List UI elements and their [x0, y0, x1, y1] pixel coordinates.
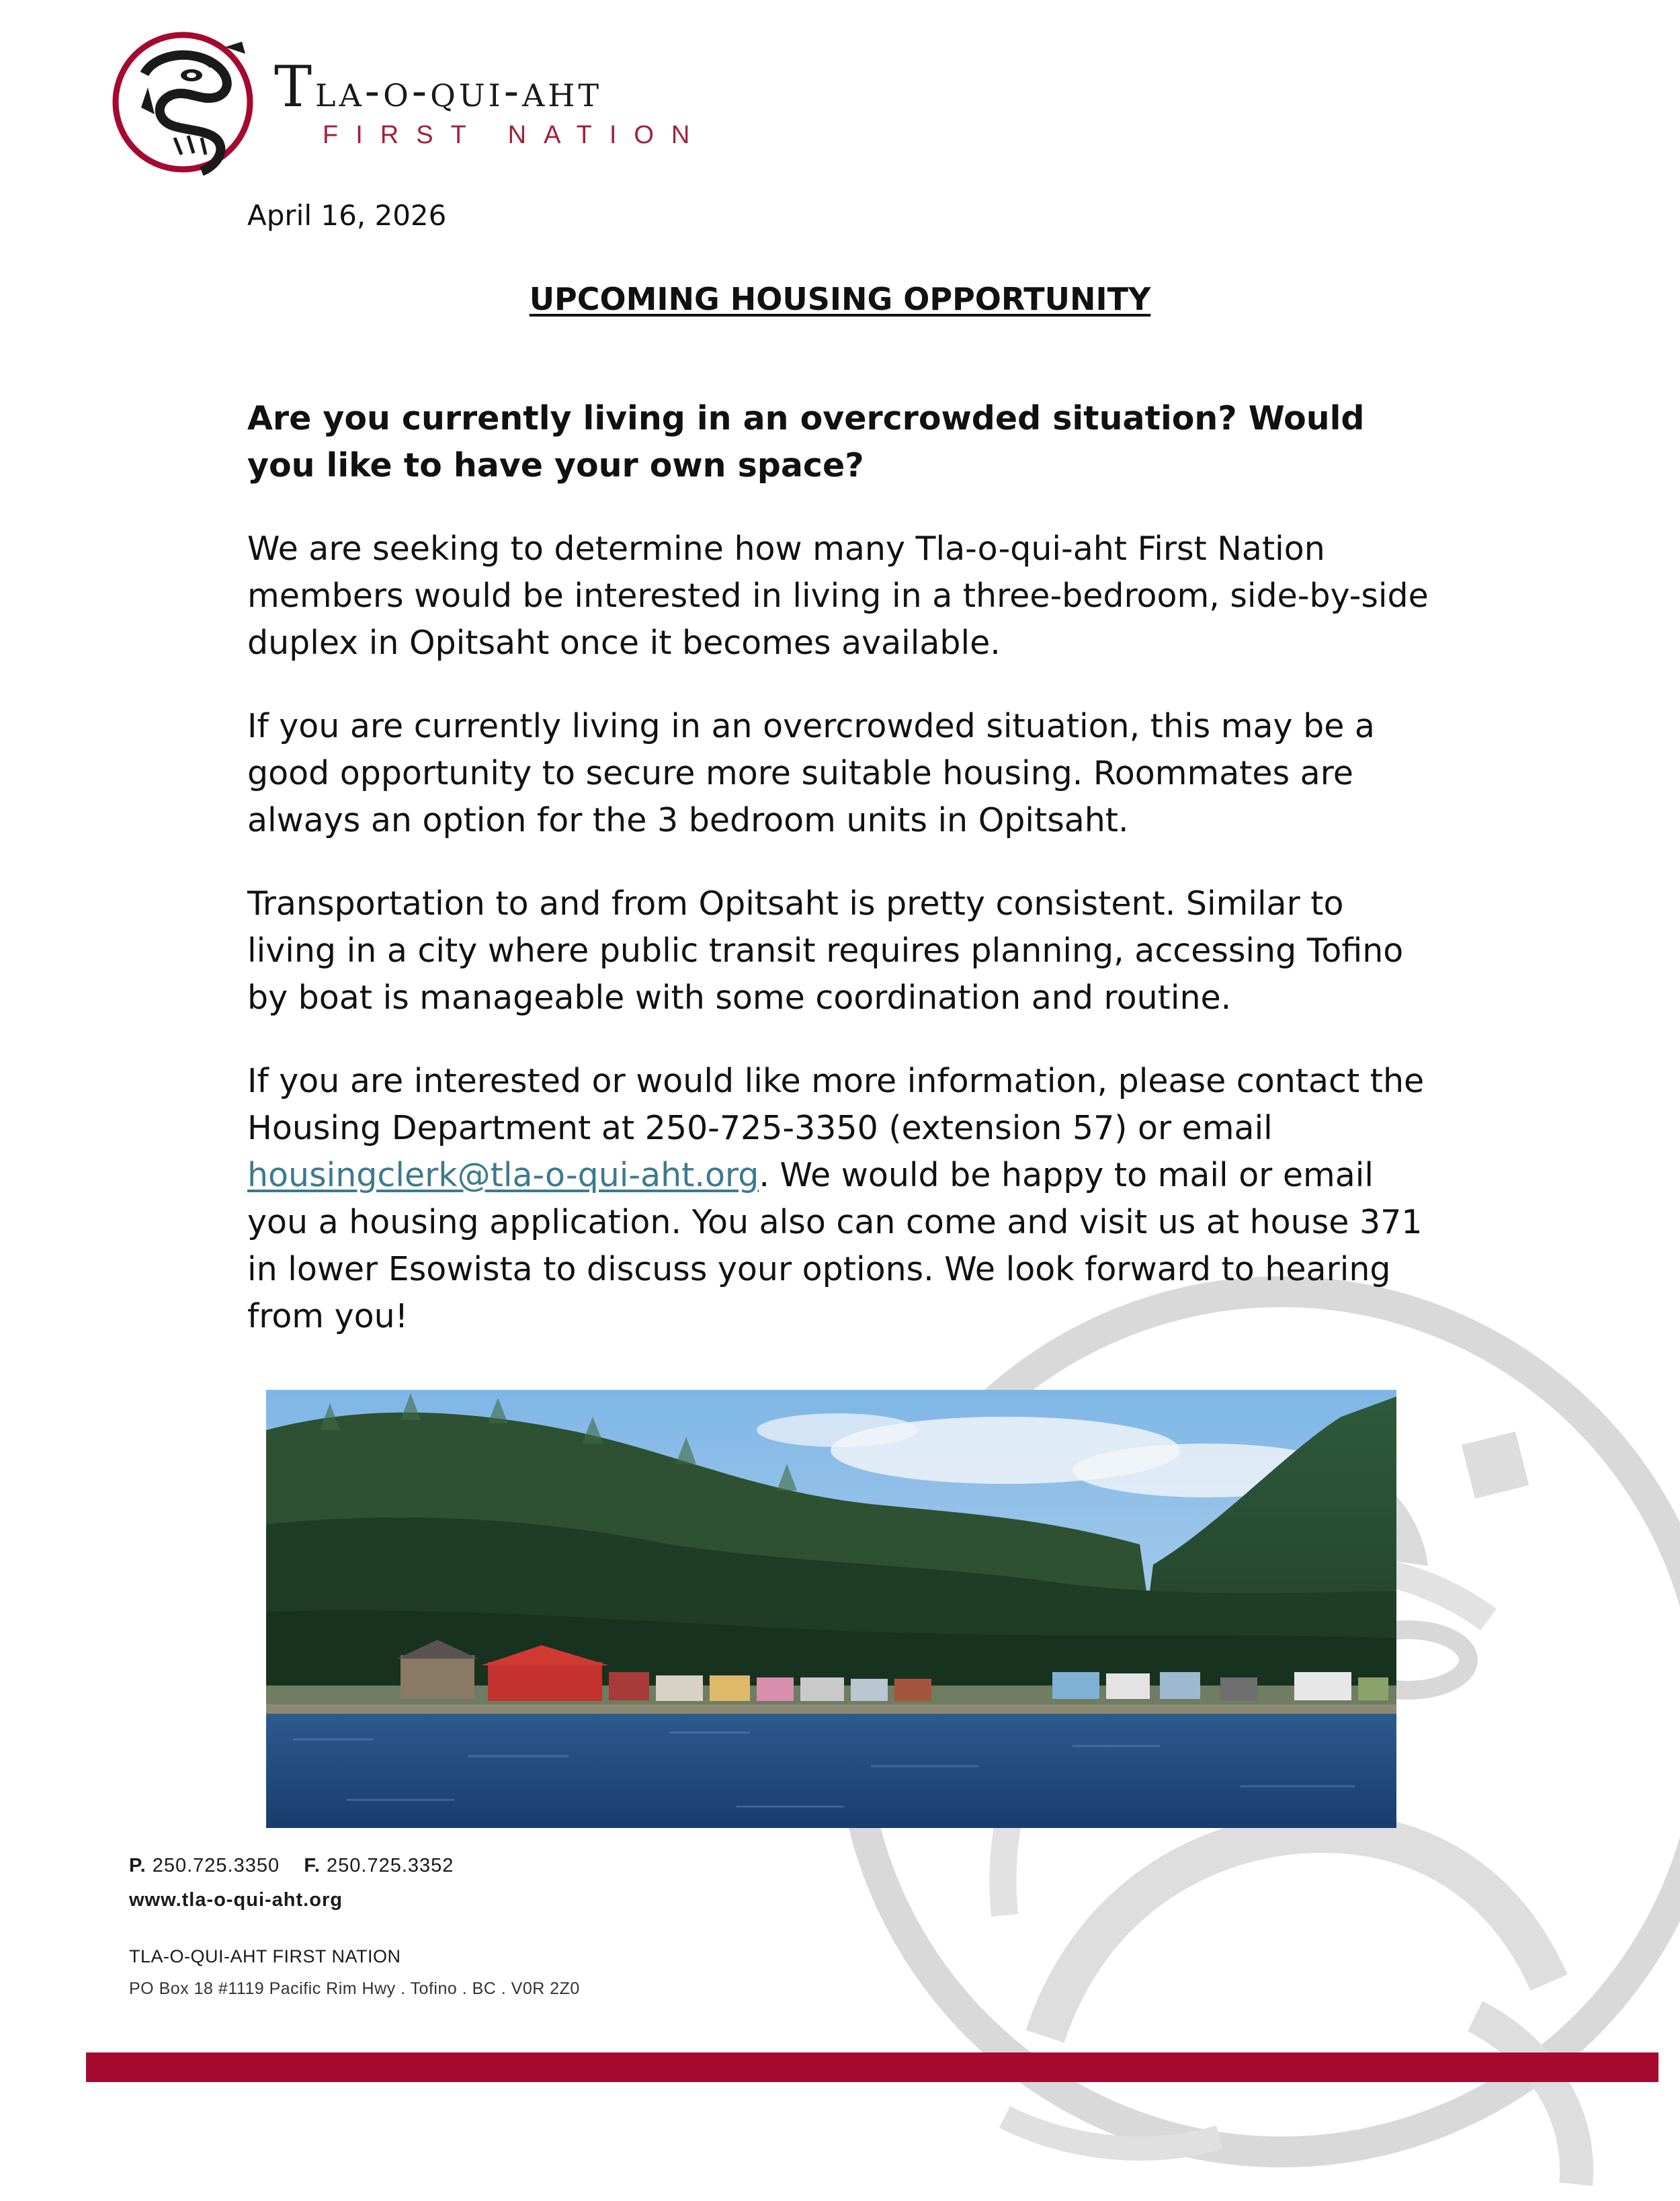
org-name-rest: la-o-qui-aht	[315, 65, 603, 117]
website-link[interactable]: www.tla-o-qui-aht.org	[129, 1889, 343, 1911]
paragraph-interest: We are seeking to determine how many Tla-o-qui-aht First Nation members would be interested in living in a three-bedroom, side-by-side duplex in Opitsaht once it becomes available.	[247, 530, 1429, 662]
footer-contact	[129, 1855, 580, 1999]
footer-address: PO Box 18 #1119 Pacific Rim Hwy . Tofino . BC . V0R 2Z0	[129, 1979, 580, 1998]
paragraph-contact	[247, 1058, 1430, 1340]
fax-label: F.	[304, 1855, 321, 1876]
contact-text-before: If you are interested or would like more information, please contact the Housing Department at 250-725-3350 (extension 57) or email	[247, 1062, 1425, 1147]
paragraph-transportation: Transportation to and from Opitsaht is pretty consistent. Similar to living in a city where public transit requires planning, accessing Tofino by boat is manageable with some coordination and routine.	[247, 884, 1404, 1017]
phone-number: 250.725.3350	[152, 1855, 280, 1876]
lead-question: Are you currently living in an overcrowded situation? Would you like to have your own space?	[247, 399, 1365, 485]
letter-body	[247, 395, 1430, 1376]
housing-email-link[interactable]: housingclerk@tla-o-qui-aht.org	[247, 1156, 759, 1194]
footer-org-name: TLA-O-QUI-AHT FIRST NATION	[129, 1946, 401, 1966]
bottom-brand-bar	[86, 2052, 1658, 2082]
letter-title-text: UPCOMING HOUSING OPPORTUNITY	[529, 281, 1151, 317]
org-subtitle: FIRST NATION	[323, 121, 708, 149]
paragraph-overcrowded: If you are currently living in an overcrowded situation, this may be a good opportunity to secure more suitable housing. Roommates are always an option for the 3 bedroom units in Opitsaht.	[247, 707, 1375, 839]
phone-label: P.	[129, 1855, 146, 1876]
opitsaht-shoreline-photo	[266, 1390, 1396, 1828]
org-name: Tla-o-qui-aht	[274, 54, 603, 120]
opitsaht-photo-illustration	[266, 1390, 1396, 1828]
letter-title	[0, 281, 1680, 317]
footer-phones	[129, 1855, 580, 1877]
tla-o-qui-aht-serpent-logo-icon	[108, 27, 262, 181]
letter-date: April 16, 2026	[247, 199, 447, 232]
contact-text-after: . We would be happy to mail or email you a housing application. You also can come and visit us at house 371 in lower Esowista to discuss your options. We look forward to hearing from you!	[247, 1156, 1423, 1335]
fax-number: 250.725.3352	[327, 1855, 454, 1876]
